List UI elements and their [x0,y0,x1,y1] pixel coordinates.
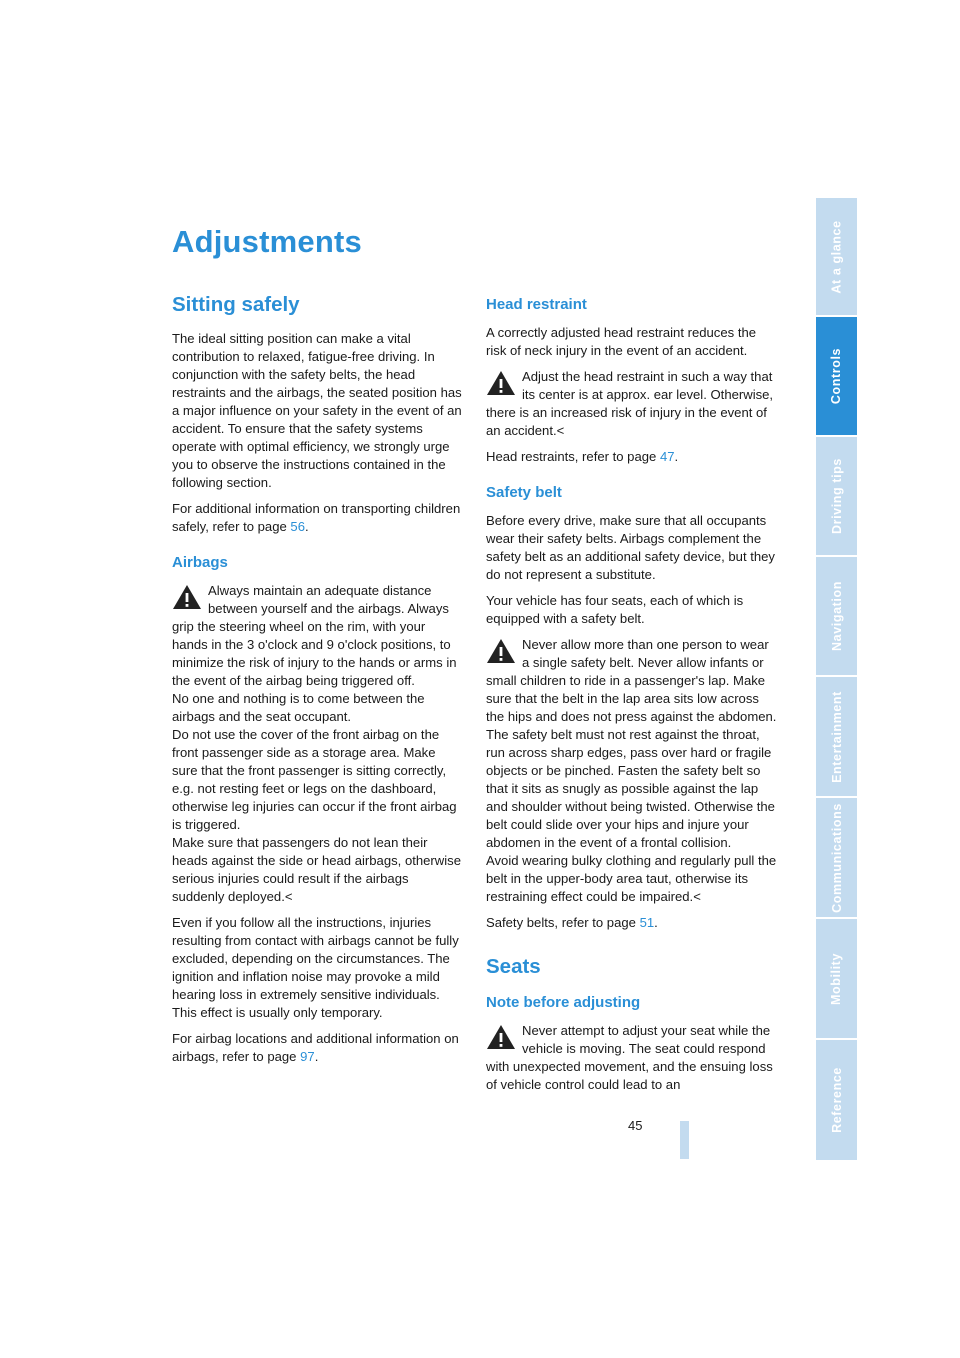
airbags-reference: For airbag locations and additional information on airbags, refer to page 97. [172,1031,459,1064]
safety-belt-warning-1: Never allow more than one person to wear a single safety belt. Never allow infants or small children to ride in a passenger's lap. Make sure that the belt in the lap area sits low across the hips and does not press against the abdomen. [486,637,777,724]
head-restraint-intro: A correctly adjusted head restraint reduces the risk of neck injury in the event of an accident. [486,325,757,358]
subheading-note-before-adjusting: Note before adjusting [486,994,641,1011]
safety-belt-intro: Before every drive, make sure that all occupants wear their safety belts. Airbags complement the safety belt as an additional safety device, but they do not represent a substitute. [486,513,775,582]
warning-triangle-icon [172,584,202,610]
section-heading-sitting-safely: Sitting safely [172,293,300,316]
page-link-56[interactable]: 56 [290,519,305,534]
page-link-51[interactable]: 51 [639,915,655,930]
tab-navigation[interactable]: Navigation [816,557,857,675]
section-heading-seats: Seats [486,955,541,978]
airbags-warning-2: No one and nothing is to come between the airbags and the seat occupant. [172,691,425,724]
subheading-head-restraint: Head restraint [486,296,587,313]
airbags-warning-1: Always maintain an adequate distance between yourself and the airbags. Always grip the steering wheel on the rim, with your hands in the 3 o'clock and 9 o'clock positions, to minimize the risk of injury to the hands or arms in the event of the airbag being triggered off. [172,583,457,688]
subheading-airbags: Airbags [172,554,228,571]
seats-warning: Never attempt to adjust your seat while the vehicle is moving. The seat could respond with unexpected movement, and the ensuing loss of vehicle control could lead to an [486,1023,773,1092]
page-link-97[interactable]: 97 [300,1049,315,1064]
airbags-warning [172,582,464,906]
right-column [486,290,778,1102]
chapter-tabs [816,198,857,1160]
page-title: Adjustments [172,224,362,259]
tab-communications[interactable]: Communications [816,798,857,917]
safety-belt-warning [486,636,778,906]
safety-belt-warning-2: The safety belt must not rest against the throat, run across sharp edges, pass over hard or fragile objects or be pinched. Fasten the safety belt so that it sits as snugly as possible against the lap and shoulder without being twisted. Otherwise the belt could slide over your hips and injure your abdomen in the event of a frontal collision. [486,727,775,850]
warning-triangle-icon [486,1024,516,1050]
tab-entertainment[interactable]: Entertainment [816,677,857,796]
subheading-safety-belt: Safety belt [486,484,562,501]
tab-mobility[interactable]: Mobility [816,919,857,1038]
safety-belt-reference: Safety belts, refer to page 51. [486,915,658,930]
sitting-intro: The ideal sitting position can make a vital contribution to relaxed, fatigue-free driving. In conjunction with the safety belts, the head restraints and the airbags, the seated position has a major influence on your safety in the event of an accident. To ensure that the safety systems operate with optimal efficiency, we strongly urge you to observe the instructions contained in the following section. [172,331,462,490]
airbags-paragraph-1: Even if you follow all the instructions, injuries resulting from contact with airbags cannot be fully excluded, depending on the circumstances. The ignition and inflation noise may provoke a mild hearing loss in extremely sensitive individuals. This effect is usually only temporary. [172,915,459,1020]
tab-controls[interactable]: Controls [816,317,857,435]
page-marker-bar [680,1121,689,1159]
head-restraint-warning: Adjust the head restraint in such a way that its center is at approx. ear level. Otherwise, there is an increased risk of injury in the event of an accident.< [486,369,774,438]
airbags-warning-4: Make sure that passengers do not lean their heads against the side or head airbags, otherwise serious injuries could result if the airbags suddenly deployed.< [172,835,461,904]
tab-driving-tips[interactable]: Driving tips [816,437,857,555]
safety-belt-seats: Your vehicle has four seats, each of which is equipped with a safety belt. [486,593,744,626]
children-reference-text: For additional information on transporting children safely, refer to page [172,501,461,534]
tab-at-a-glance[interactable]: At a glance [816,198,857,315]
head-restraint-reference: Head restraints, refer to page 47. [486,449,679,464]
airbags-warning-3: Do not use the cover of the front airbag on the front passenger side as a storage area. Make sure that the front passenger is sitting correctly, e.g. not resting feet or legs on the dashboard, otherwise leg injuries can occur if the front airbag is triggered. [172,727,457,832]
left-column [172,290,464,1074]
page-number: 45 [628,1118,643,1133]
page-link-47[interactable]: 47 [659,449,675,464]
warning-triangle-icon [486,638,516,664]
children-reference: For additional information on transporting children safely, refer to page 56. [172,501,461,534]
safety-belt-warning-3: Avoid wearing bulky clothing and regularly pull the belt in the upper-body area taut, otherwise its restraining effect could be impaired.< [486,853,777,904]
warning-triangle-icon [486,370,516,396]
tab-reference[interactable]: Reference [816,1040,857,1160]
